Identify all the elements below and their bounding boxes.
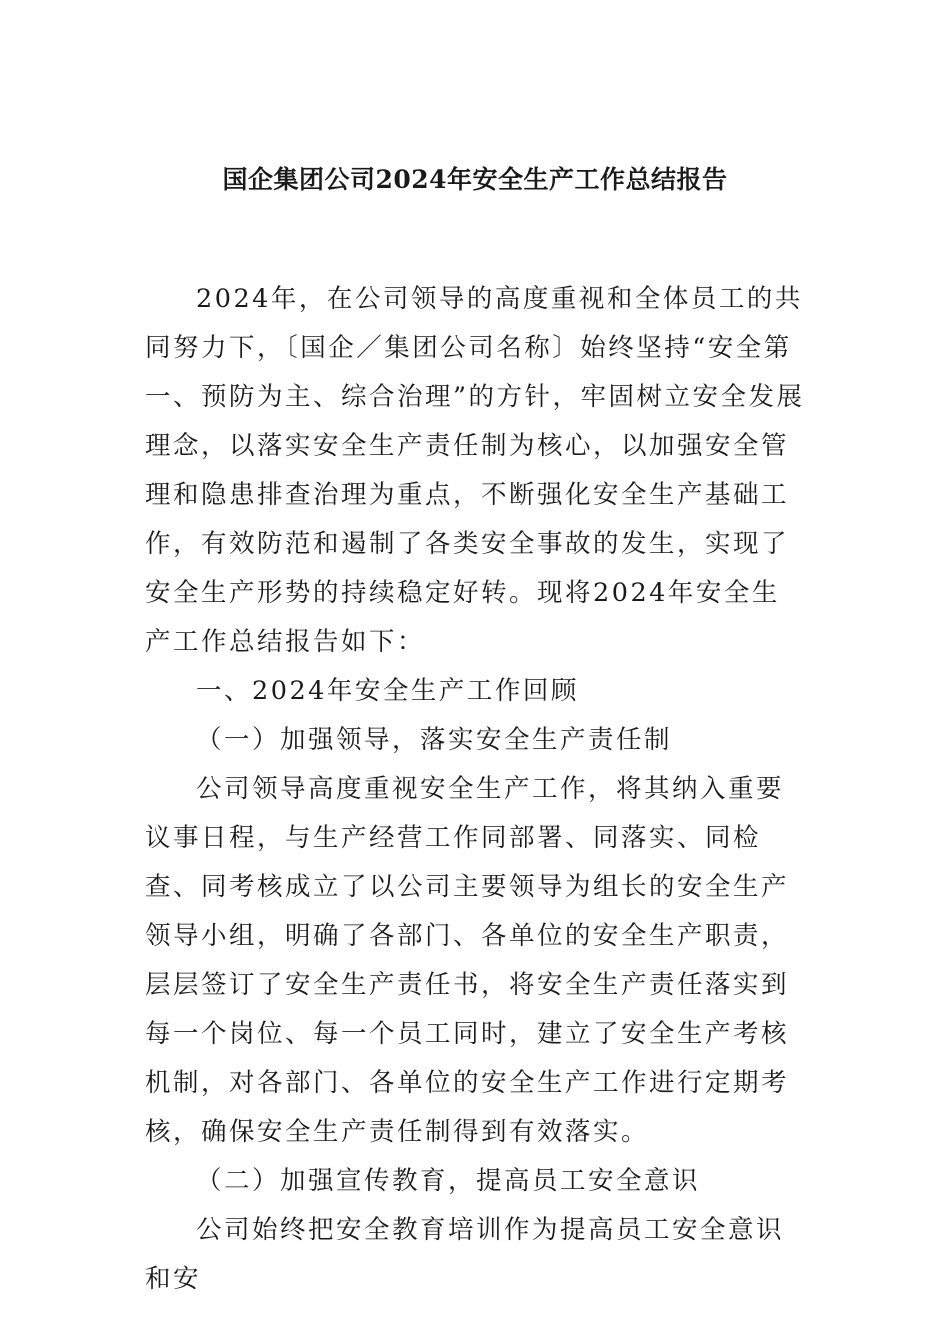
sub-heading-2: （二）加强宣传教育，提高员工安全意识 <box>196 1166 701 1196</box>
document-body <box>145 275 805 1304</box>
document-title: 国企集团公司2024年安全生产工作总结报告 <box>222 165 728 194</box>
responsibility-paragraph: 公司领导高度重视安全生产工作，将其纳入重要议事日程，与生产经营工作同部署、同落实、同检查、同考核成立了以公司主要领导为组长的安全生产领导小组，明确了各部门、各单位的安全生产职责，层层签订了安全生产责任书，将安全生产责任落实到每一个岗位、每一个员工同时，建立了安全生产考核机制，对各部门、各单位的安全生产工作进行定期考核，确保安全生产责任制得到有效落实。 <box>145 774 790 1147</box>
section-heading: 一、2024年安全生产工作回顾 <box>196 676 579 706</box>
sub-heading-1: （一）加强领导，落实安全生产责任制 <box>196 725 673 755</box>
intro-paragraph: 2024年，在公司领导的高度重视和全体员工的共同努力下，〔国企／集团公司名称〕始终坚持“安全第一、预防为主、综合治理”的方针，牢固树立安全发展理念，以落实安全生产责任制为核心，以加强安全管理和隐患排查治理为重点，不断强化安全生产基础工作，有效防范和遏制了各类安全事故的发生，实现了安全生产形势的持续稳定好转。现将2024年安全生产工作总结报告如下： <box>145 284 805 657</box>
education-paragraph: 公司始终把安全教育培训作为提高员工安全意识和安 <box>145 1215 785 1294</box>
